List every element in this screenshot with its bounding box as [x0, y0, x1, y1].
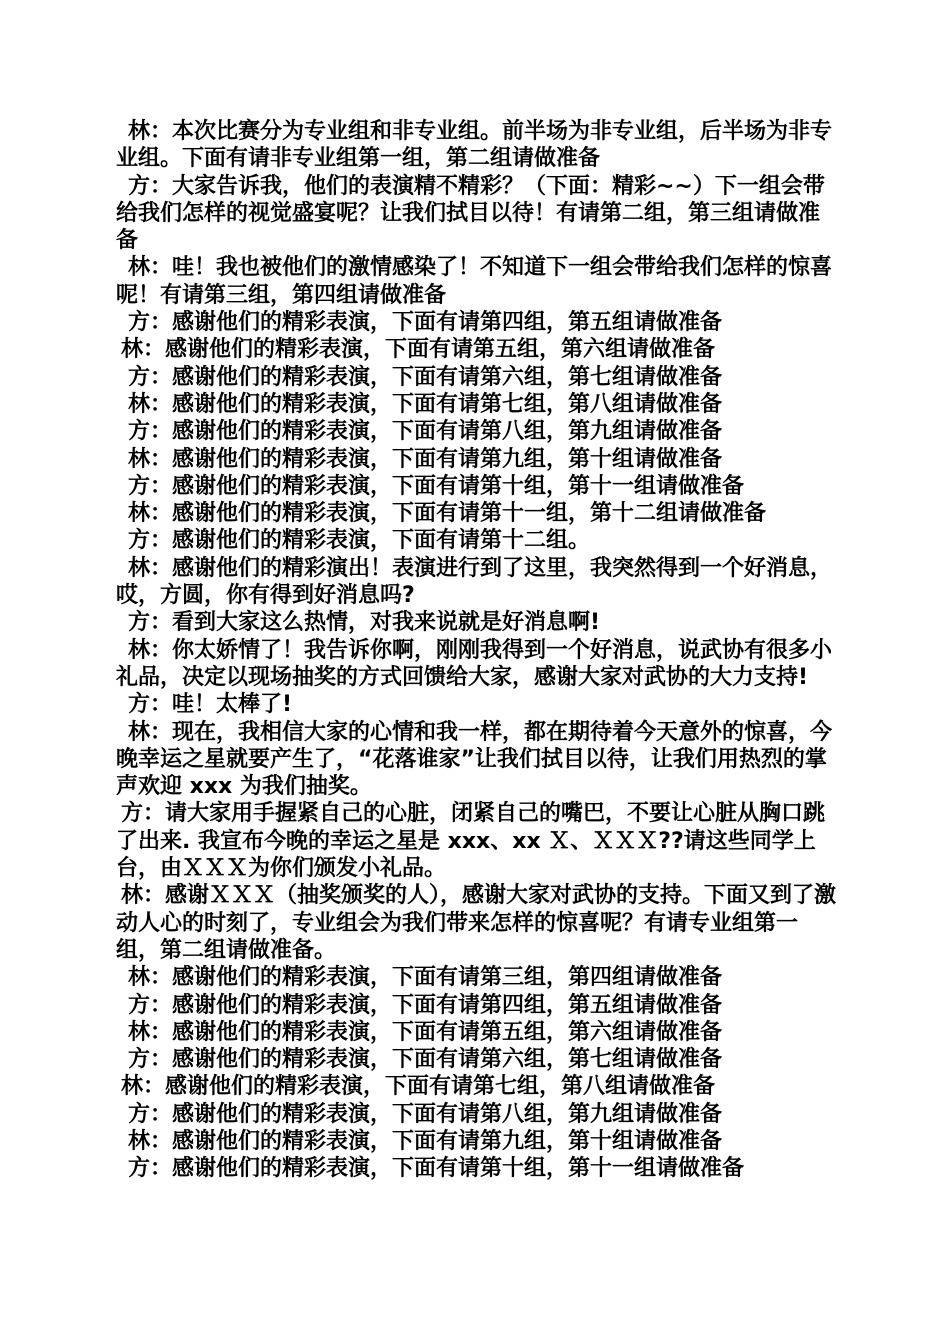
script-line: 方：请大家用手握紧自己的心脏，闭紧自己的嘴巴，不要让心脏从胸口跳了出来. 我宣布今晚的幸运之星是 xxx、xx Ｘ、ＸＸＸ??请这些同学上台，由ＸＸＸ为你们颁发小礼品。 — [116, 801, 826, 882]
script-line: 方：看到大家这么热情，对我来说就是好消息啊! — [128, 610, 601, 636]
script-line: 林：感谢他们的精彩表演，下面有请第七组，第八组请做准备 — [121, 1074, 716, 1100]
script-line: 方：大家告诉我，他们的表演精不精彩？（下面：精彩~~）下一组会带给我们怎样的视觉盛宴呢？让我们拭目以待！有请第二组，第三组请做准备 — [116, 173, 825, 254]
script-line: 林：感谢他们的精彩表演，下面有请第九组，第十组请做准备 — [128, 1128, 723, 1154]
script-line: 林：感谢他们的精彩表演，下面有请第九组，第十组请做准备 — [128, 446, 723, 472]
script-line: 林：哇！我也被他们的激情感染了！不知道下一组会带给我们怎样的惊喜呢！有请第三组，第四组请做准备 — [116, 255, 833, 308]
script-line: 林：感谢他们的精彩表演，下面有请第三组，第四组请做准备 — [128, 965, 723, 991]
script-line: 林：感谢他们的精彩表演，下面有请第五组，第六组请做准备 — [121, 337, 716, 363]
script-line: 方：感谢他们的精彩表演，下面有请第八组，第九组请做准备 — [128, 1101, 723, 1127]
script-line: 方：感谢他们的精彩表演，下面有请第八组，第九组请做准备 — [128, 419, 723, 445]
script-line: 方：感谢他们的精彩表演，下面有请第十组，第十一组请做准备 — [128, 473, 745, 499]
script-line: 方：感谢他们的精彩表演，下面有请第十二组。 — [128, 528, 591, 554]
script-line: 方：感谢他们的精彩表演，下面有请第六组，第七组请做准备 — [128, 364, 723, 390]
script-line: 林：感谢他们的精彩表演，下面有请第五组，第六组请做准备 — [128, 1019, 723, 1045]
script-line: 林：感谢ＸＸＸ（抽奖颁奖的人），感谢大家对武协的支持。下面又到了激动人心的时刻了，专业组会为我们带来怎样的惊喜呢？有请专业组第一组，第二组请做准备。 — [116, 883, 837, 963]
script-line: 林：感谢他们的精彩表演，下面有请第七组，第八组请做准备 — [128, 391, 723, 417]
script-line: 林：你太娇情了！我告诉你啊，刚刚我得到一个好消息，说武协有很多小礼品，决定以现场抽奖的方式回馈给大家，感谢大家对武协的大力支持! — [116, 637, 833, 690]
script-line: 方：感谢他们的精彩表演，下面有请第十组，第十一组请做准备 — [128, 1156, 745, 1182]
script-line: 方：哇！太棒了! — [128, 692, 293, 718]
script-line: 林：感谢他们的精彩表演，下面有请第十一组，第十二组请做准备 — [128, 501, 767, 527]
script-line: 方：感谢他们的精彩表演，下面有请第四组，第五组请做准备 — [128, 992, 723, 1018]
script-line: 方：感谢他们的精彩表演，下面有请第四组，第五组请做准备 — [128, 310, 723, 336]
script-line: 林：本次比赛分为专业组和非专业组。前半场为非专业组，后半场为非专业组。下面有请非专业组第一组，第二组请做准备 — [116, 119, 833, 172]
document-page — [116, 118, 838, 1183]
script-line: 林：现在，我相信大家的心情和我一样，都在期待着今天意外的惊喜，今晚幸运之星就要产生了，“花落谁家”让我们拭目以待，让我们用热烈的掌声欢迎 xxx 为我们抽奖。 — [116, 719, 833, 800]
script-line: 方：感谢他们的精彩表演，下面有请第六组，第七组请做准备 — [128, 1047, 723, 1073]
script-line: 林：感谢他们的精彩演出！表演进行到了这里，我突然得到一个好消息，哎，方圆，你有得到好消息吗? — [116, 555, 833, 609]
